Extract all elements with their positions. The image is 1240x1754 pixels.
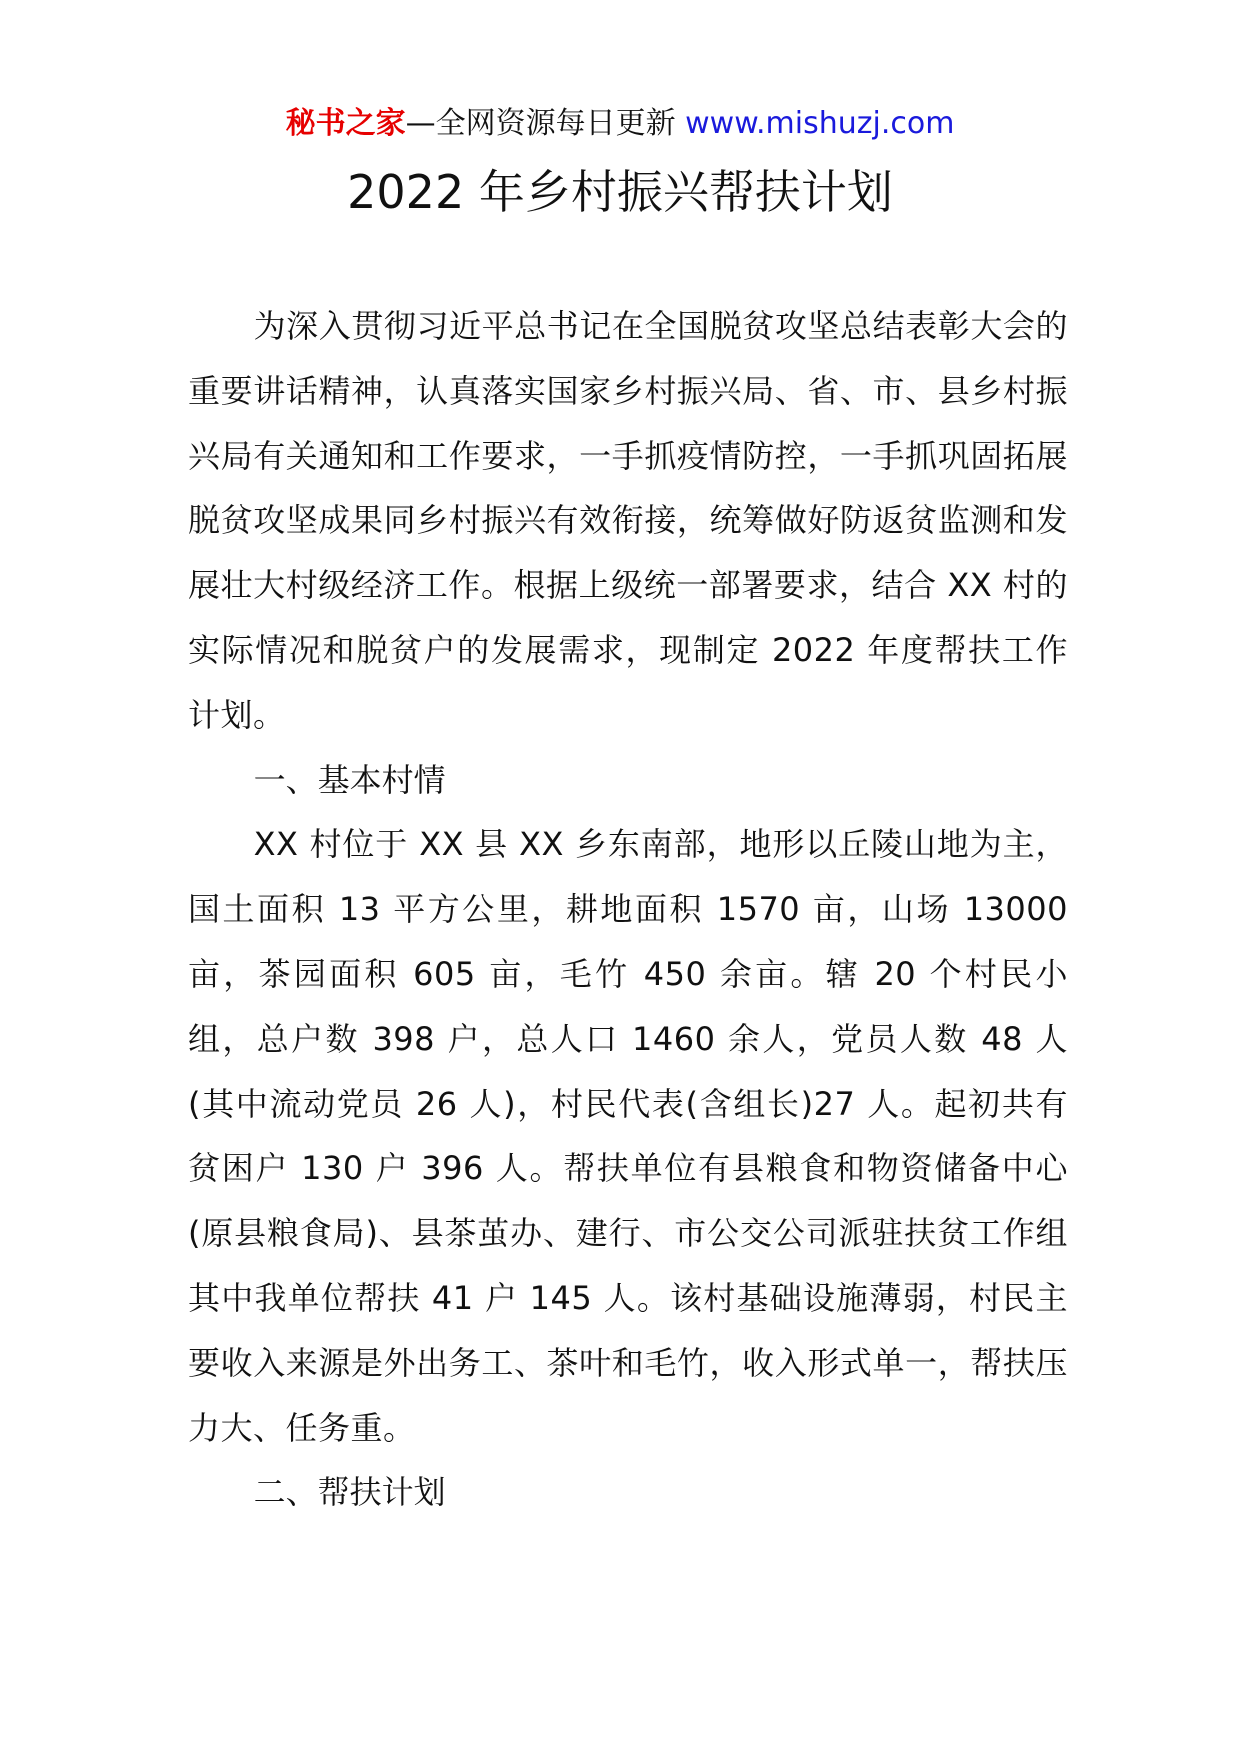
document-title: 2022 年乡村振兴帮扶计划 — [347, 165, 893, 219]
brand-name: 秘书之家 — [285, 106, 406, 141]
basic-info-paragraph: XX 村位于 XX 县 XX 乡东南部，地形以丘陵山地为主，国土面积 13 平方公里，耕地面积 1570 亩，山场 13000 亩，茶园面积 605 亩，毛竹 450 余亩。辖 20 个村民小组，总户数 398 户，总人口 1460 余人，党员人数 48 人(其中流动党员 26 人)，村民代表(含组长)27 人。起初共有贫困户 130 户 396 人。帮扶单位有县粮食和物资储备中心(原县粮食局)、县茶茧办、建行、市公交公司派驻扶贫工作组其中我单位帮扶 41 户 145 人。该村基础设施薄弱，村民主要收入来源是外出务工、茶叶和毛竹，收入形式单一，帮扶压力大、任务重。 — [188, 825, 1068, 1447]
intro-paragraph: 为深入贯彻习近平总书记在全国脱贫攻坚总结表彰大会的重要讲话精神，认真落实国家乡村振兴局、省、市、县乡村振兴局有关通知和工作要求，一手抓疫情防控，一手抓巩固拓展脱贫攻坚成果同乡村振兴有效衔接，统筹做好防返贫监测和发展壮大村级经济工作。根据上级统一部署要求，结合 XX 村的实际情况和脱贫户的发展需求，现制定 2022 年度帮扶工作计划。 — [188, 307, 1068, 734]
section-heading-basic-info: 一、基本村情 — [253, 760, 446, 799]
header-slogan: —全网资源每日更新 — [405, 106, 676, 141]
document-body — [188, 294, 1068, 1525]
section-heading-plan: 二、帮扶计划 — [253, 1473, 446, 1512]
site-header — [0, 104, 1240, 144]
site-url-link[interactable]: www.mishuzj.com — [685, 106, 955, 141]
